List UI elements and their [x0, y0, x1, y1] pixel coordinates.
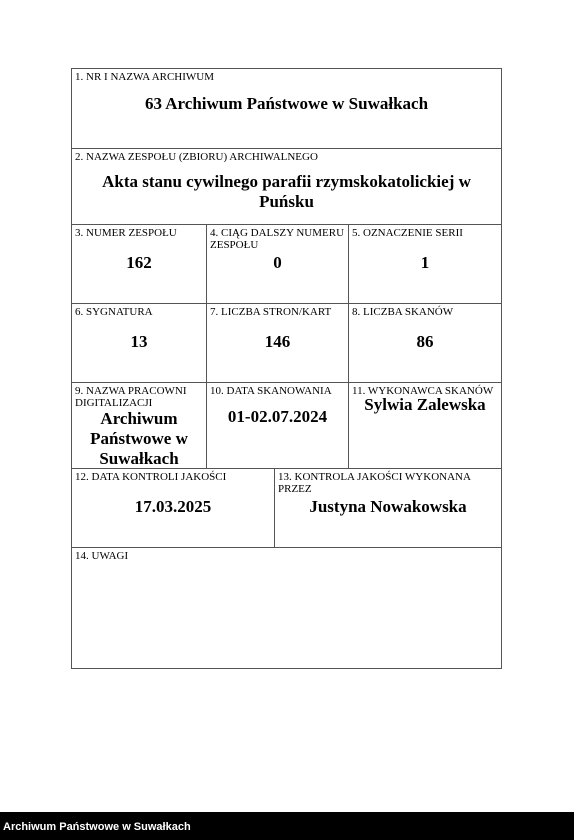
- field-label: 10. DATA SKANOWANIA: [210, 385, 332, 397]
- field-label: 5. OZNACZENIE SERII: [352, 227, 463, 239]
- field-label: 8. LICZBA SKANÓW: [352, 306, 454, 318]
- field-remarks: [72, 548, 502, 669]
- field-value: Justyna Nowakowska: [309, 497, 467, 516]
- field-value: 146: [264, 332, 291, 351]
- field-label: 1. NR I NAZWA ARCHIWUM: [75, 71, 215, 83]
- field-value: 17.03.2025: [134, 497, 212, 516]
- field-digitization-lab: [72, 383, 207, 469]
- field-fonds-number: [72, 225, 207, 304]
- field-qc-date: [72, 469, 275, 548]
- field-value: 01-02.07.2024: [227, 407, 328, 426]
- form-row-4: [72, 304, 502, 383]
- field-scan-count: [349, 304, 502, 383]
- footer-bar: [0, 812, 574, 840]
- field-label: 9. NAZWA PRACOWNI DIGITALIZACJI: [75, 385, 187, 409]
- field-label: 14. UWAGI: [75, 550, 129, 562]
- field-value: 13: [130, 332, 148, 351]
- field-fonds-continuation: [207, 225, 349, 304]
- field-value: 162: [126, 253, 152, 272]
- field-value: 63 Archiwum Państwowe w Suwałkach: [144, 94, 429, 113]
- field-series: [349, 225, 502, 304]
- field-value: 86: [416, 332, 434, 351]
- field-value: Sylwia Zalewska: [364, 395, 486, 414]
- metadata-form: [71, 68, 502, 669]
- field-signature: [72, 304, 207, 383]
- field-page-count: [207, 304, 349, 383]
- field-archive-name: [72, 69, 502, 149]
- footer-archive-name: Archiwum Państwowe w Suwałkach: [3, 821, 191, 833]
- field-value: Akta stanu cywilnego parafii rzymskokatolickiej w Puńsku: [102, 172, 471, 211]
- field-fonds-name: [72, 149, 502, 225]
- form-row-5: [72, 383, 502, 469]
- field-value: 1: [420, 253, 430, 272]
- field-label: 4. CIĄG DALSZY NUMERU ZESPOŁU: [210, 227, 345, 251]
- field-label: 13. KONTROLA JAKOŚCI WYKONANA PRZEZ: [278, 471, 471, 495]
- field-value: Archiwum Państwowe w Suwałkach: [90, 409, 188, 468]
- field-qc-operator: [275, 469, 502, 548]
- field-label: 3. NUMER ZESPOŁU: [75, 227, 177, 239]
- form-row-3: [72, 225, 502, 304]
- form-row-2: [72, 149, 502, 225]
- field-label: 12. DATA KONTROLI JAKOŚCI: [75, 471, 227, 483]
- field-value: 0: [273, 253, 282, 272]
- field-scan-operator: [349, 383, 502, 469]
- field-label: 11. WYKONAWCA SKANÓW: [352, 385, 494, 397]
- field-label: 7. LICZBA STRON/KART: [210, 306, 332, 318]
- field-scan-date: [207, 383, 349, 469]
- field-label: 2. NAZWA ZESPOŁU (ZBIORU) ARCHIWALNEGO: [75, 151, 318, 163]
- form-row-7: [72, 548, 502, 669]
- field-label: 6. SYGNATURA: [75, 306, 153, 318]
- form-row-1: [72, 69, 502, 149]
- form-row-6: [72, 469, 502, 548]
